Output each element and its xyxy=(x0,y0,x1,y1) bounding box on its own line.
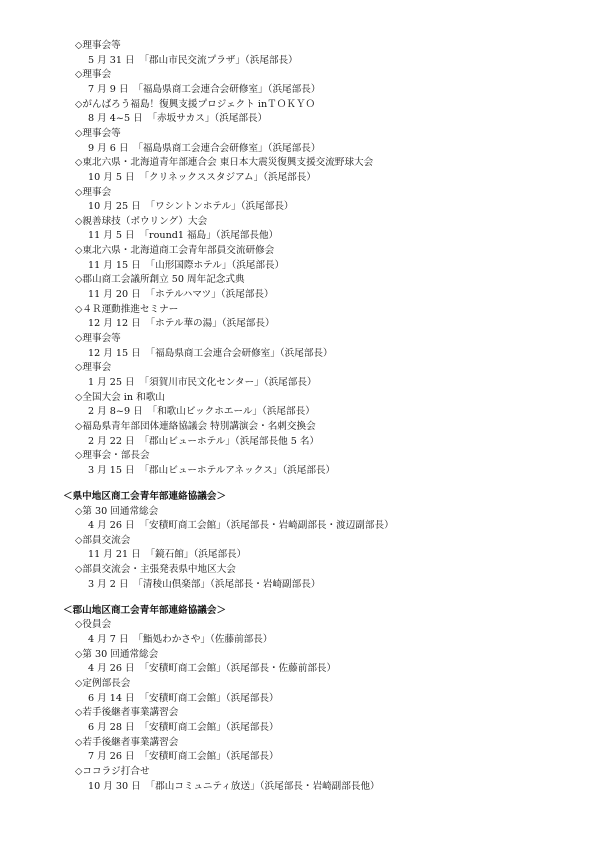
section-heading: ＜県中地区商工会青年部連絡協議会＞ xyxy=(63,490,227,502)
event-detail: 10 月 30 日 「郡山コミュニティ放送」（浜尾部長・岩崎副部長他） xyxy=(88,780,380,792)
event-title: ◇理事会等 xyxy=(75,127,121,139)
event-detail: 1 月 25 日 「須賀川市民文化センター」（浜尾部長） xyxy=(88,376,317,388)
event-detail: 10 月 5 日 「クリネックススタジアム」（浜尾部長） xyxy=(88,171,316,183)
event-title: ◇ココラジ打合せ xyxy=(75,765,150,777)
event-title: ◇部員交流会・主張発表県中地区大会 xyxy=(75,564,236,576)
event-title: ◇若手後継者事業講習会 xyxy=(75,736,179,748)
event-detail: 10 月 25 日 「ワシントンホテル」（浜尾部長） xyxy=(88,201,294,213)
event-detail: 7 月 26 日 「安積町商工会館」（浜尾部長） xyxy=(88,751,279,763)
event-title: ◇親善球技（ボウリング）大会 xyxy=(75,215,208,227)
event-detail: 5 月 31 日 「郡山市民交流プラザ」（浜尾部長） xyxy=(88,54,298,66)
event-title: ◇第 30 回通常総会 xyxy=(75,505,159,517)
event-detail: 6 月 14 日 「安積町商工会館」（浜尾部長） xyxy=(88,692,279,704)
event-detail: 11 月 5 日 「round1 福島」（浜尾部長他） xyxy=(88,230,279,242)
event-title: ◇理事会 xyxy=(75,186,112,198)
event-detail: 4 月 26 日 「安積町商工会館」（浜尾部長・佐藤前部長） xyxy=(88,663,337,675)
event-detail: 2 月 22 日 「郡山ビューホテル」（浜尾部長他 5 名） xyxy=(88,435,320,447)
event-title: ◇理事会・部長会 xyxy=(75,450,150,462)
event-detail: 4 月 7 日 「鮨処わかさや」（佐藤前部長） xyxy=(88,634,273,646)
event-title: ◇役員会 xyxy=(75,619,112,631)
event-title: ◇理事会 xyxy=(75,69,112,81)
event-title: ◇東北六県・北海道青年部連合会 東日本大震災復興支援交流野球大会 xyxy=(75,157,374,169)
event-title: ◇郡山商工会議所創立 50 周年記念式典 xyxy=(75,274,245,286)
event-title: ◇理事会等 xyxy=(75,40,121,51)
event-detail: 11 月 20 日 「ホテルハマツ」（浜尾部長） xyxy=(88,289,274,301)
event-detail: 3 月 2 日 「清稜山倶楽部」（浜尾部長・岩崎副部長） xyxy=(88,578,321,590)
event-detail: 4 月 26 日 「安積町商工会館」（浜尾部長・岩崎副部長・渡辺副部長） xyxy=(88,520,394,532)
event-title: ◇理事会 xyxy=(75,362,112,374)
event-title: ◇がんばろう福島！復興支援プロジェクト inＴＯＫＹＯ xyxy=(75,98,316,110)
event-detail: 8 月 4~5 日 「赤坂サカス」（浜尾部長） xyxy=(88,113,268,125)
event-title: ◇４Ｒ運動推進セミナー xyxy=(75,303,179,315)
event-detail: 11 月 15 日 「山形国際ホテル」（浜尾部長） xyxy=(88,259,285,271)
event-title: ◇第 30 回通常総会 xyxy=(75,648,159,660)
event-detail: 9 月 6 日 「福島県商工会連合会研修室」（浜尾部長） xyxy=(88,142,321,154)
event-title: ◇定例部長会 xyxy=(75,678,131,689)
event-detail: 12 月 15 日 「福島県商工会連合会研修室」（浜尾部長） xyxy=(88,347,333,359)
event-title: ◇全国大会 in 和歌山 xyxy=(75,391,165,403)
event-title: ◇若手後継者事業講習会 xyxy=(75,707,179,719)
event-title: ◇部員交流会 xyxy=(75,534,131,546)
event-title: ◇東北六県・北海道商工会青年部員交流研修会 xyxy=(75,245,275,257)
event-detail: 12 月 12 日 「ホテル華の湯」（浜尾部長） xyxy=(88,318,275,330)
event-detail: 6 月 28 日 「安積町商工会館」（浜尾部長） xyxy=(88,721,279,733)
section-heading: ＜郡山地区商工会青年部連絡協議会＞ xyxy=(63,604,227,616)
event-detail: 2 月 8~9 日 「和歌山ビックホエール」（浜尾部長） xyxy=(88,406,315,418)
event-title: ◇福島県青年部団体連絡協議会 特別講演会・名刺交換会 xyxy=(75,420,316,432)
event-detail: 3 月 15 日 「郡山ビューホテルアネックス」（浜尾部長） xyxy=(88,464,336,476)
event-detail: 11 月 21 日 「鏡石館」（浜尾部長） xyxy=(88,549,247,561)
event-detail: 7 月 9 日 「福島県商工会連合会研修室」（浜尾部長） xyxy=(88,83,321,95)
event-title: ◇理事会等 xyxy=(75,333,121,344)
